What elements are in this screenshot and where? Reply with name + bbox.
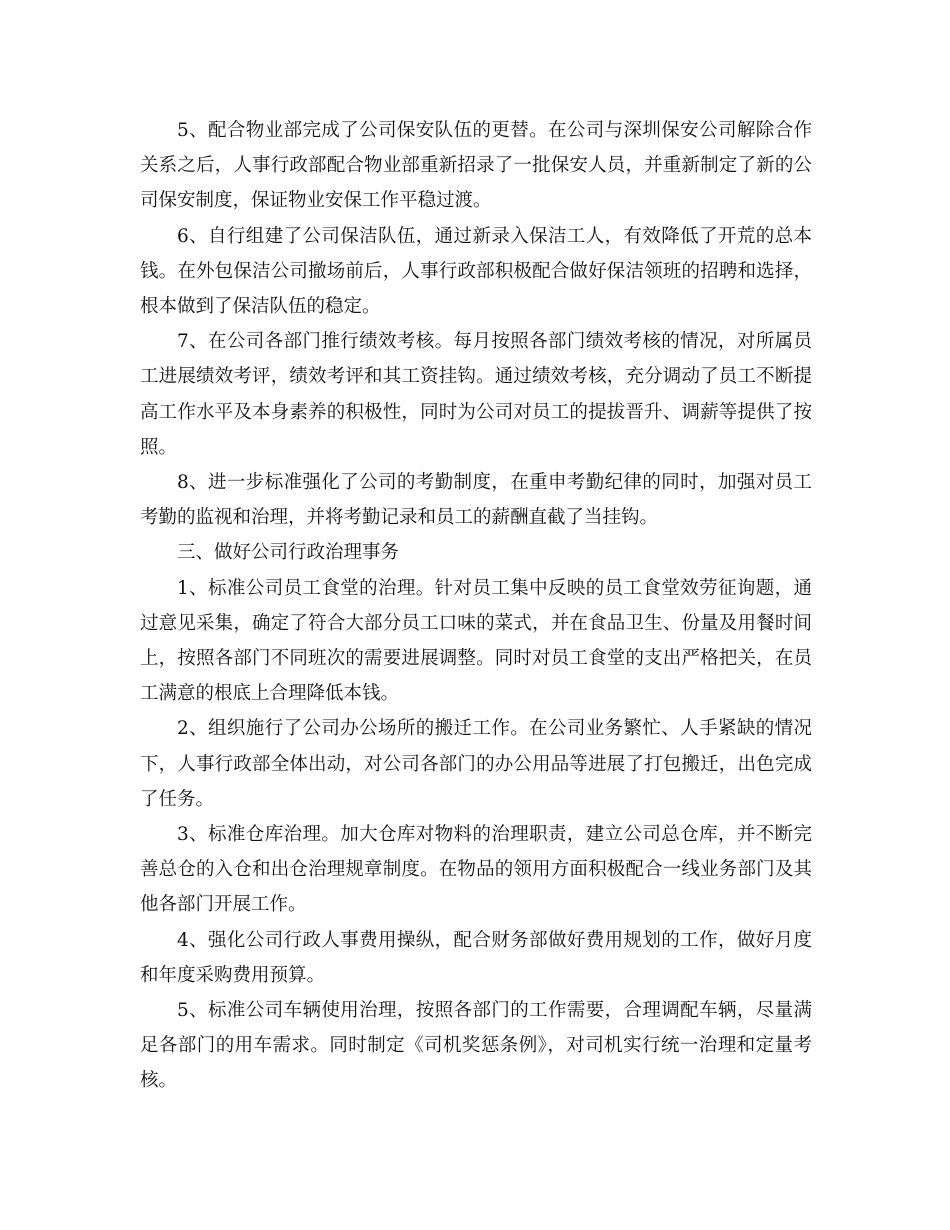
paragraph-cleaning-team: 6、自行组建了公司保洁队伍，通过新录入保洁工人，有效降低了开荒的总本钱。在外包保洁公司撤场前后，人事行政部积极配合做好保洁领班的招聘和选择，根本做到了保洁队伍的稳定。 — [140, 225, 812, 318]
document-body — [140, 113, 812, 1099]
paragraph-vehicle-management: 5、标准公司车辆使用治理，按照各部门的工作需要，合理调配车辆，尽量满足各部门的用车需求。同时制定《司机奖惩条例》，对司机实行统一治理和定量考核。 — [140, 1000, 812, 1092]
paragraph-office-relocation: 2、组织施行了公司办公场所的搬迁工作。在公司业务繁忙、人手紧缺的情况下，人事行政部全体出动，对公司各部门的办公用品等进展了打包搬迁，出色完成了任务。 — [140, 718, 812, 810]
paragraph-attendance: 8、进一步标准强化了公司的考勤制度，在重申考勤纪律的同时，加强对员工考勤的监视和治理，并将考勤记录和员工的薪酬直截了当挂钩。 — [140, 472, 812, 529]
paragraph-canteen: 1、标准公司员工食堂的治理。针对员工集中反映的员工食堂效劳征询题，通过意见采集，确定了符合大部分员工口味的菜式，并在食品卫生、份量及用餐时间上，按照各部门不同班次的需要进展调整。同时对员工食堂的支出严格把关，在员工满意的根底上合理降低本钱。 — [140, 577, 812, 705]
paragraph-security-team: 5、配合物业部完成了公司保安队伍的更替。在公司与深圳保安公司解除合作关系之后，人事行政部配合物业部重新招录了一批保安人员，并重新制定了新的公司保安制度，保证物业安保工作平稳过渡。 — [140, 120, 812, 212]
paragraph-cost-control: 4、强化公司行政人事费用操纵，配合财务部做好费用规划的工作，做好月度和年度采购费用预算。 — [140, 929, 812, 986]
section-heading-admin-affairs: 三、做好公司行政治理事务 — [177, 542, 400, 564]
paragraph-warehouse: 3、标准仓库治理。加大仓库对物料的治理职责，建立公司总仓库，并不断完善总仓的入仓和出仓治理规章制度。在物品的领用方面积极配合一线业务部门及其他各部门开展工作。 — [140, 824, 812, 916]
paragraph-performance-review: 7、在公司各部门推行绩效考核。每月按照各部门绩效考核的情况，对所属员工进展绩效考评，绩效考评和其工资挂钩。通过绩效考核，充分调动了员工不断提高工作水平及本身素养的积极性，同时为公司对员工的提拔晋升、调薪等提供了按照。 — [140, 331, 812, 458]
